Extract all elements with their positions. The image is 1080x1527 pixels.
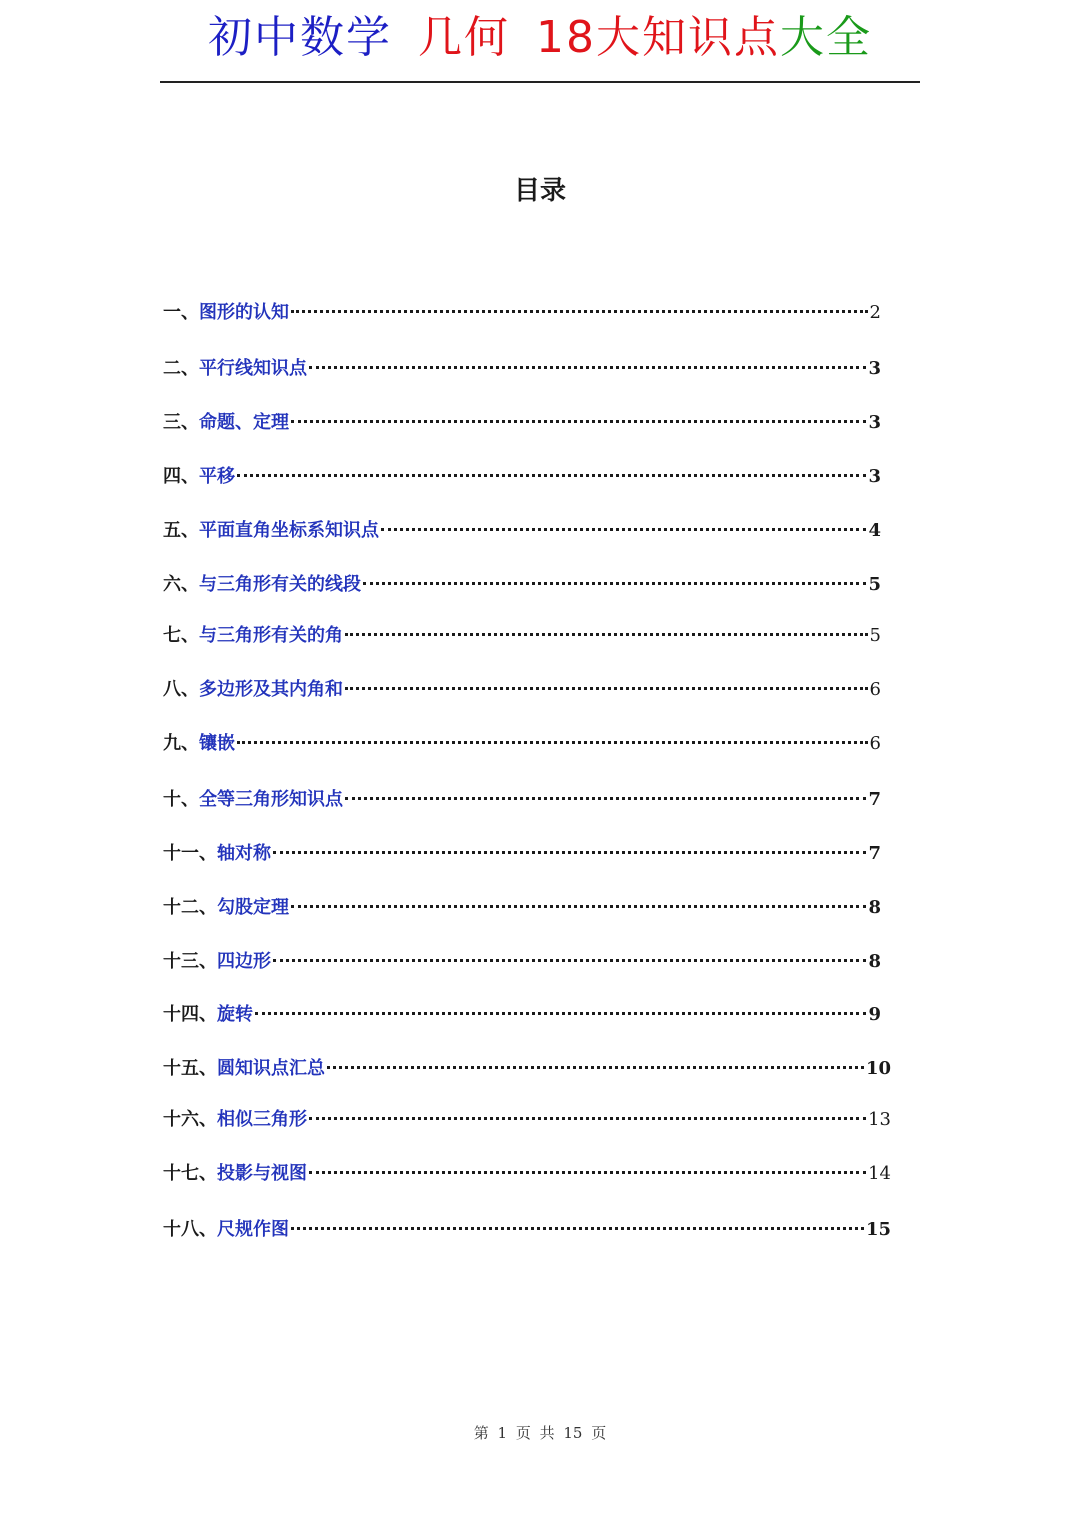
toc-leader-dots [345,687,868,690]
toc-entry-10[interactable] [163,785,881,811]
page-footer: 第 1 页 共 15 页 [473,1424,607,1442]
toc-leader-dots [291,1227,864,1230]
toc-leader-dots [237,474,866,477]
header-title-part4: 大全 [780,12,872,63]
toc-entry-title: 相似三角形 [217,1109,307,1130]
toc-entry-title: 投影与视图 [217,1163,307,1184]
toc-entry-title: 全等三角形知识点 [199,789,343,810]
toc-leader-dots [381,528,866,531]
toc-entry-page: 8 [868,951,881,972]
header-title-part1: 初中数学 [208,12,392,63]
toc-leader-dots [273,959,866,962]
toc-entry-5[interactable] [163,516,881,542]
toc-entry-page: 7 [868,789,881,810]
toc-entry-number: 八、 [163,679,199,700]
header-divider [160,81,920,83]
toc-entry-title: 尺规作图 [217,1219,289,1240]
toc-entry-1[interactable] [163,298,881,324]
toc-entry-page: 15 [865,1219,891,1240]
toc-entry-7[interactable] [163,621,881,647]
toc-entry-number: 二、 [163,358,199,379]
toc-entry-number: 一、 [163,302,199,323]
toc-entry-title: 四边形 [217,951,271,972]
toc-entry-9[interactable] [163,729,881,755]
toc-entry-number: 十、 [163,789,199,810]
toc-entry-number: 四、 [163,466,199,487]
toc-leader-dots [327,1066,864,1069]
toc-entry-page: 6 [869,679,881,700]
toc-entry-page: 6 [869,733,881,754]
toc-entry-3[interactable] [163,408,881,434]
toc-entry-page: 5 [869,625,881,646]
toc-leader-dots [309,1117,866,1120]
header-title-part3: 18大知识点 [536,12,780,63]
toc-entry-page: 3 [868,412,881,433]
toc-entry-number: 十七、 [163,1163,217,1184]
toc-leader-dots [291,420,866,423]
toc-entry-page: 14 [868,1163,891,1184]
toc-entry-number: 十二、 [163,897,217,918]
toc-entry-title: 平移 [199,466,235,487]
toc-entry-page: 13 [868,1109,891,1130]
toc-leader-dots [291,905,866,908]
document-header-title [0,8,1080,68]
toc-entry-number: 三、 [163,412,199,433]
toc-entry-title: 圆知识点汇总 [217,1058,325,1079]
toc-entry-number: 十四、 [163,1004,217,1025]
toc-leader-dots [345,797,866,800]
toc-entry-page: 4 [868,520,881,541]
toc-entry-12[interactable] [163,893,881,919]
toc-entry-title: 平行线知识点 [199,358,307,379]
toc-entry-title: 与三角形有关的角 [199,625,343,646]
toc-entry-18[interactable] [163,1215,891,1241]
toc-entry-page: 9 [868,1004,881,1025]
toc-entry-page: 10 [865,1058,891,1079]
toc-entry-8[interactable] [163,675,881,701]
toc-leader-dots [273,851,866,854]
toc-entry-number: 十五、 [163,1058,217,1079]
toc-entry-number: 十六、 [163,1109,217,1130]
toc-entry-title: 与三角形有关的线段 [199,574,361,595]
toc-entry-page: 5 [868,574,881,595]
toc-leader-dots [363,582,866,585]
toc-entry-page: 3 [868,466,881,487]
toc-leader-dots [309,1171,866,1174]
toc-entry-14[interactable] [163,1000,881,1026]
toc-entry-page: 7 [868,843,881,864]
toc-entry-title: 轴对称 [217,843,271,864]
header-title-part2: 几何 [418,12,510,63]
toc-entry-11[interactable] [163,839,881,865]
toc-entry-page: 3 [868,358,881,379]
toc-entry-title: 命题、定理 [199,412,289,433]
toc-entry-title: 图形的认知 [199,302,289,323]
toc-entry-16[interactable] [163,1105,891,1131]
toc-entry-number: 十一、 [163,843,217,864]
toc-entry-title: 镶嵌 [199,733,235,754]
toc-entry-page: 8 [868,897,881,918]
toc-entry-4[interactable] [163,462,881,488]
toc-leader-dots [345,633,868,636]
toc-entry-number: 十三、 [163,951,217,972]
toc-entry-number: 六、 [163,574,199,595]
toc-entry-title: 多边形及其内角和 [199,679,343,700]
toc-leader-dots [309,366,866,369]
toc-leader-dots [255,1012,866,1015]
toc-leader-dots [291,310,868,313]
toc-entry-6[interactable] [163,570,881,596]
toc-entry-15[interactable] [163,1054,891,1080]
toc-entry-title: 勾股定理 [217,897,289,918]
toc-leader-dots [237,741,868,744]
toc-entry-page: 2 [869,302,881,323]
toc-entry-number: 五、 [163,520,199,541]
toc-entry-number: 九、 [163,733,199,754]
toc-entry-number: 七、 [163,625,199,646]
toc-entry-title: 旋转 [217,1004,253,1025]
toc-entry-title: 平面直角坐标系知识点 [199,520,379,541]
toc-entry-13[interactable] [163,947,881,973]
toc-entry-17[interactable] [163,1159,891,1185]
toc-entry-number: 十八、 [163,1219,217,1240]
toc-heading: 目录 [513,176,566,206]
toc-entry-2[interactable] [163,354,881,380]
